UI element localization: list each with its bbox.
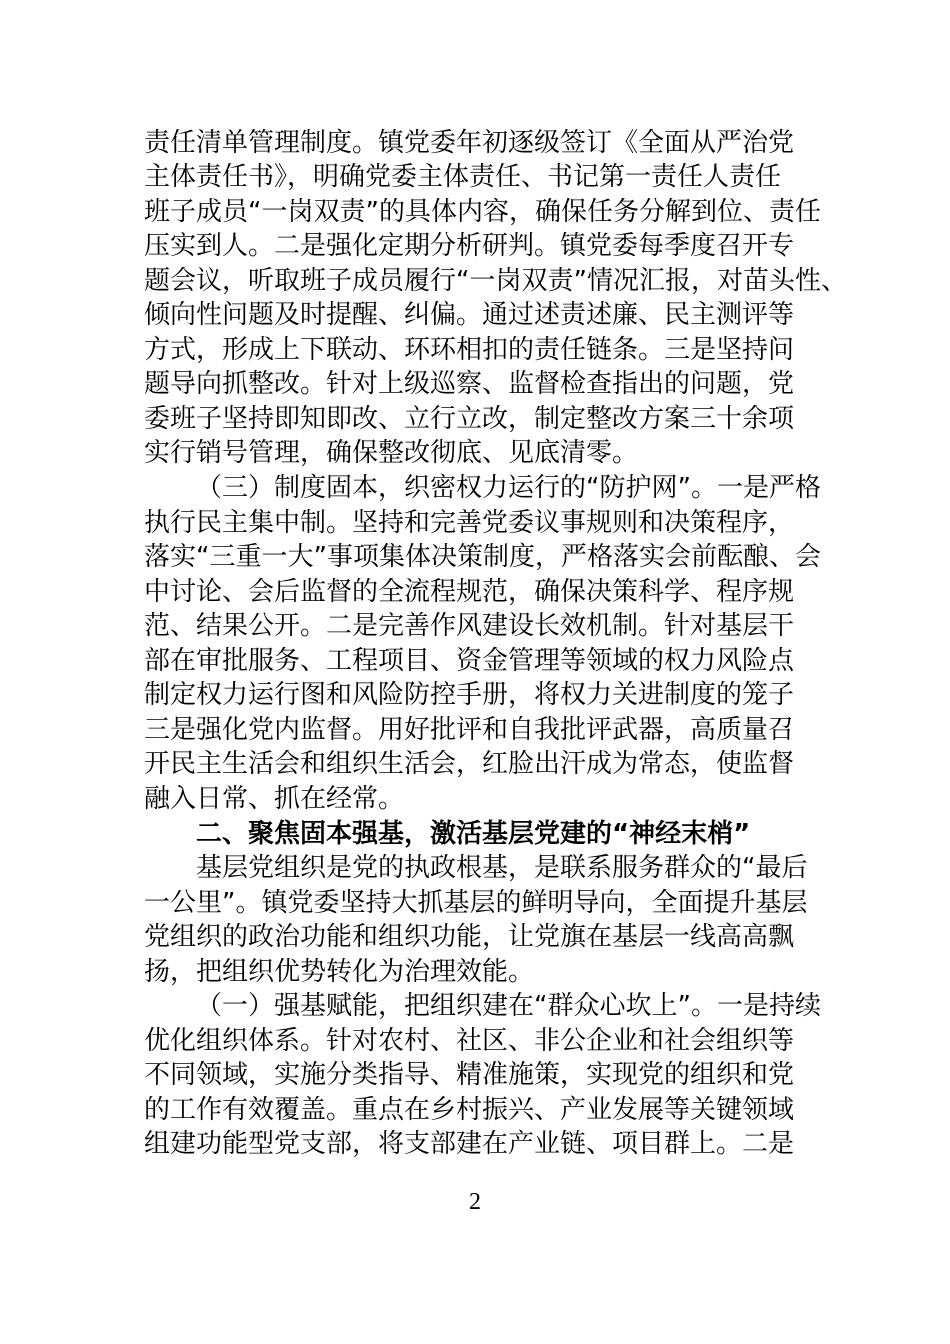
text-line: 执行民主集中制。坚持和完善党委议事规则和决策程序， [144,508,795,538]
text-line: 委班子坚持即知即改、立行立改，制定整改方案三十余项 [144,404,795,434]
text-line: 一公里”。镇党委坚持大抓基层的鲜明导向，全面提升基层 [144,888,808,918]
subsection-heading-line: （一）强基赋能，把组织建在“群众心坎上”。一是持续 [196,991,821,1021]
text-line: 党组织的政治功能和组织功能，让党旗在基层一线高高飘 [144,922,795,952]
text-line: 题会议，听取班子成员履行“一岗双责”情况汇报，对苗头性、 [144,266,847,296]
page-number: 2 [469,1189,481,1215]
text-line: 制定权力运行图和风险防控手册，将权力关进制度的笼子 [144,680,795,710]
text-line: 部在审批服务、工程项目、资金管理等领域的权力风险点 [144,646,795,676]
text-line: 不同领域，实施分类指导、精准施策，实现党的组织和党 [144,1060,795,1090]
text-line: 题导向抓整改。针对上级巡察、监督检查指出的问题，党 [144,369,795,399]
text-line: 班子成员“一岗双责”的具体内容，确保任务分解到位、责任 [144,197,821,227]
text-line: 实行销号管理，确保整改彻底、见底清零。 [144,438,639,468]
section-heading: 二、聚焦固本强基，激活基层党建的“神经末梢” [196,819,751,849]
text-line: 优化组织体系。针对农村、社区、非公企业和社会组织等 [144,1026,795,1056]
subsection-heading-line: （三）制度固本，织密权力运行的“防护网”。一是严格 [196,473,821,503]
text-line: 组建功能型党支部，将支部建在产业链、项目群上。二是 [144,1129,795,1159]
text-line: 责任清单管理制度。镇党委年初逐级签订《全面从严治党 [144,128,795,158]
text-line: 扬，把组织优势转化为治理效能。 [144,957,535,987]
text-line: 压实到人。二是强化定期分析研判。镇党委每季度召开专 [144,231,795,261]
text-line: 开民主生活会和组织生活会，红脸出汗成为常态，使监督 [144,749,795,779]
text-line: 倾向性问题及时提醒、纠偏。通过述责述廉、民主测评等 [144,300,795,330]
paragraph-first-line: 基层党组织是党的执政根基，是联系服务群众的“最后 [196,853,808,883]
text-line: 主体责任书》，明确党委主体责任、书记第一责任人责任 [144,162,782,192]
text-line: 的工作有效覆盖。重点在乡村振兴、产业发展等关键领域 [144,1095,795,1125]
text-line: 三是强化党内监督。用好批评和自我批评武器，高质量召 [144,715,795,745]
text-line: 方式，形成上下联动、环环相扣的责任链条。三是坚持问 [144,335,795,365]
text-line: 中讨论、会后监督的全流程规范，确保决策科学、程序规 [144,577,795,607]
text-line: 范、结果公开。二是完善作风建设长效机制。针对基层干 [144,611,795,641]
text-line: 落实“三重一大”事项集体决策制度，严格落实会前酝酿、会 [144,542,821,572]
text-line: 融入日常、抓在经常。 [144,784,405,814]
